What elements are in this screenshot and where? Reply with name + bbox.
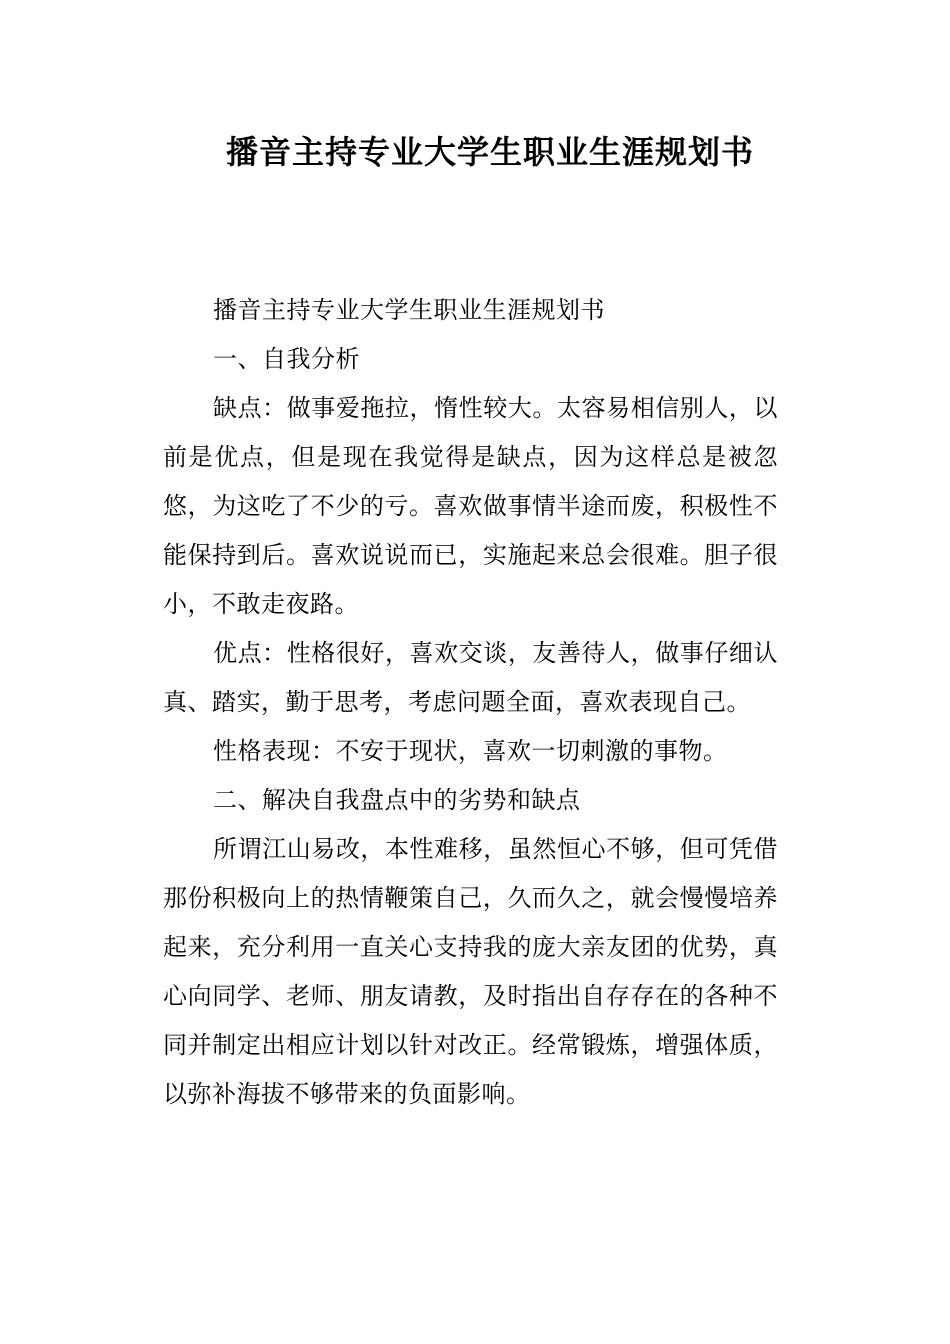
document-title: 播音主持专业大学生职业生涯规划书: [225, 133, 754, 171]
paragraph-solutions: 所谓江山易改，本性难移，虽然恒心不够，但可凭借那份积极向上的热情鞭策自己，久而久之，就会慢慢培养起来，充分利用一直关心支持我的庞大亲友团的优势，真心向同学、老师、朋友请教，及时指出自存存在的各种不同并制定出相应计划以针对改正。经常锻炼，增强体质，以弥补海拔不够带来的负面影响。: [163, 835, 778, 1108]
section-heading-solutions: 二、解决自我盘点中的劣势和缺点: [213, 786, 581, 814]
paragraph-subtitle: 播音主持专业大学生职业生涯规划书: [213, 296, 605, 324]
paragraph-personality: 性格表现：不安于现状，喜欢一切刺激的事物。: [213, 737, 728, 765]
section-heading-self-analysis: 一、自我分析: [213, 345, 360, 373]
document-body: [163, 286, 778, 1119]
paragraph-strengths: 优点：性格很好，喜欢交谈，友善待人，做事仔细认真、踏实，勤于思考，考虑问题全面，喜欢表现自己。: [163, 639, 778, 716]
paragraph-weaknesses: 缺点：做事爱拖拉，惰性较大。太容易相信别人，以前是优点，但是现在我觉得是缺点，因为这样总是被忽悠，为这吃了不少的亏。喜欢做事情半途而废，积极性不能保持到后。喜欢说说而已，实施起来总会很难。胆子很小，不敢走夜路。: [163, 394, 778, 618]
